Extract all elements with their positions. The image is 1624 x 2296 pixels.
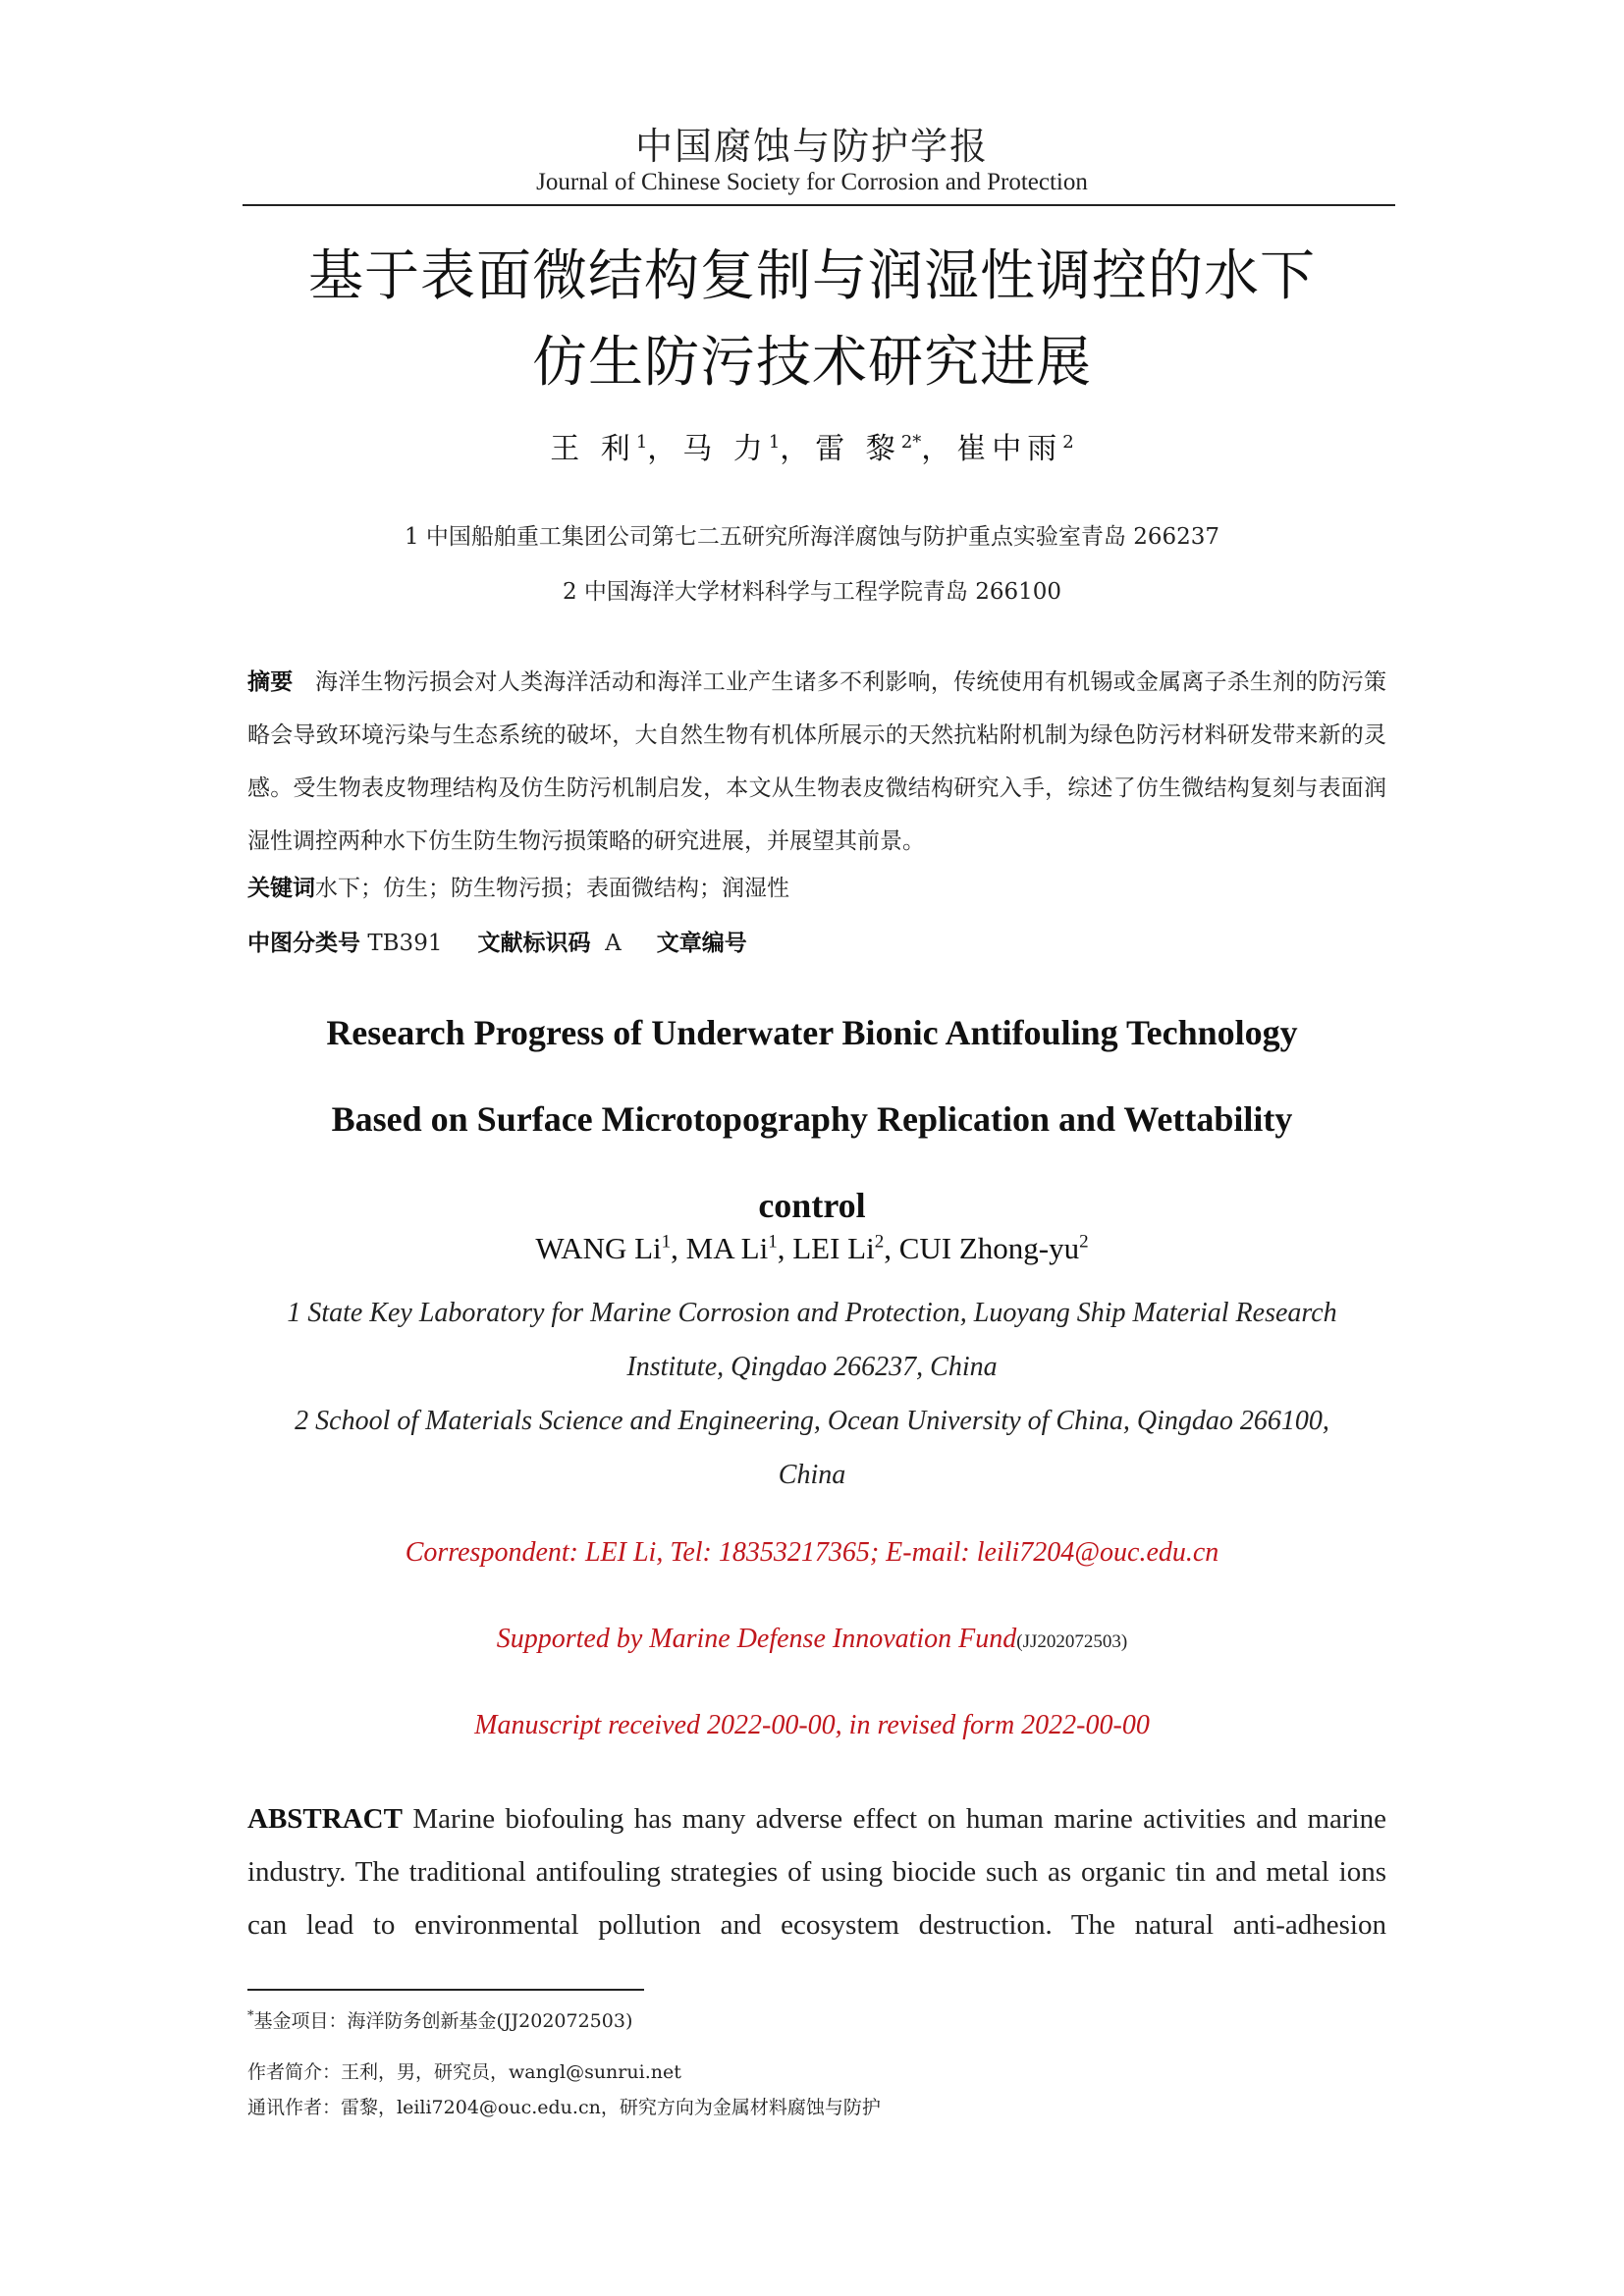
header-divider: [243, 204, 1395, 206]
abstract-en: [247, 1792, 1386, 1951]
paper-title-en: [0, 989, 1624, 1249]
keywords-cn: [247, 870, 789, 902]
abstract-cn-label: 摘要: [247, 669, 294, 695]
author-cn-1: 王 利$^1$: [550, 432, 648, 466]
footnote-corresponding-author: 通讯作者：雷黎，leili7204@ouc.edu.cn，研究方向为金属材料腐蚀与防护: [247, 2097, 881, 2118]
affiliation-en-line-2: Institute, Qingdao 266237, China: [626, 1352, 998, 1382]
manuscript-dates: Manuscript received 2022-00-00, in revised form 2022-00-00: [474, 1710, 1150, 1740]
abstract-en-line-1: ABSTRACT Marine biofouling has many adverse effect on human marine activities and marine: [247, 1803, 1386, 1835]
affiliation-cn-2: 2 中国海洋大学材料科学与工程学院青岛 266100: [562, 579, 1062, 605]
doc-code-value: A: [605, 931, 622, 956]
title-en-line-1: Research Progress of Underwater Bionic Antifouling Technology: [326, 1013, 1298, 1052]
author-cn-3: 雷 黎$^{2*}$: [815, 432, 922, 466]
affiliation-en-line-4: China: [778, 1460, 846, 1490]
journal-name-cn: 中国腐蚀与防护学报: [634, 125, 989, 168]
abstract-en-line-2: industry. The traditional antifouling strategies of using biocide such as organic tin and metal ions: [247, 1856, 1386, 1888]
classification-line: [247, 925, 747, 957]
funding-line: [0, 1624, 1624, 1655]
abstract-cn-text: 海洋生物污损会对人类海洋活动和海洋工业产生诸多不利影响，传统使用有机锡或金属离子杀生剂的防污策略会导致环境污染与生态系统的破坏，大自然生物有机体所展示的天然抗粘附机制为绿色防污材料研发带来新的灵感。受生物表皮物理结构及仿生防污机制启发，本文从生物表皮微结构研究入手，综述了仿生微结构复刻与表面润湿性调控两种水下仿生防生物污损策略的研究进展，并展望其前景。: [247, 669, 1387, 854]
paper-title-cn: [0, 234, 1624, 406]
article-number-label: 文章编号: [656, 931, 747, 956]
clc-label: 中图分类号: [247, 931, 360, 956]
authors-cn: 王 利$^1$，马 力$^1$，雷 黎$^{2*}$，崔中雨$^2$: [550, 432, 1074, 466]
abstract-cn: [247, 656, 1386, 868]
title-cn-line-2: 仿生防污技术研究进展: [532, 331, 1092, 395]
doc-code-label: 文献标识码: [477, 931, 591, 956]
author-en-2: MA Li$^1$: [685, 1231, 778, 1265]
abstract-en-label: ABSTRACT: [247, 1803, 403, 1835]
authors-en: WANG Li$^1$, MA Li$^1$, LEI Li$^2$, CUI Zhong-$yu^2$: [535, 1231, 1089, 1265]
keywords-cn-label: 关键词: [247, 876, 315, 901]
title-en-line-3: control: [758, 1186, 866, 1225]
footnote-author-bio: 作者简介：王利，男，研究员，wangl@sunrui.net: [247, 2061, 681, 2083]
author-en-3: LEI Li$^2$: [792, 1231, 885, 1265]
keywords-cn-text: 水下；仿生；防生物污损；表面微结构；润湿性: [315, 876, 789, 901]
footnote-mark: *: [247, 2008, 254, 2024]
author-en-1: WANG Li$^1$: [535, 1231, 672, 1265]
journal-name-en: Journal of Chinese Society for Corrosion and Protection: [536, 169, 1088, 195]
funding-code: (JJ202072503): [1016, 1631, 1128, 1652]
correspondent-line: Correspondent: LEI Li, Tel: 18353217365; E-mail: leili7204@ouc.edu.cn: [405, 1537, 1219, 1568]
author-cn-2: 马 力$^1$: [682, 432, 781, 466]
abstract-en-line-3: can lead to environmental pollution and ecosystem destruction. The natural anti-adhesion: [247, 1909, 1386, 1941]
footnote-fund: *基金项目：海洋防务创新基金(JJ202072503): [247, 2008, 633, 2032]
footnote-divider: [247, 1989, 644, 1991]
affiliation-en-line-1: 1 State Key Laboratory for Marine Corrosion and Protection, Luoyang Ship Material Research: [287, 1298, 1337, 1328]
affiliation-en-line-3: 2 School of Materials Science and Engineering, Ocean University of China, Qingdao 266100,: [295, 1406, 1329, 1436]
author-en-4: CUI Zhong-$yu^2$: [898, 1231, 1089, 1265]
affiliations-en: [0, 1286, 1624, 1502]
affiliation-cn-1: 1 中国船舶重工集团公司第七二五研究所海洋腐蚀与防护重点实验室青岛 266237: [404, 524, 1220, 550]
clc-value: TB391: [367, 931, 443, 956]
title-cn-line-1: 基于表面微结构复制与润湿性调控的水下: [308, 244, 1316, 308]
title-en-line-2: Based on Surface Microtopography Replication and Wettability: [331, 1099, 1293, 1139]
author-cn-4: 崔中雨$^2$: [956, 432, 1074, 466]
funding-text: Supported by Marine Defense Innovation Fund: [496, 1624, 1017, 1654]
